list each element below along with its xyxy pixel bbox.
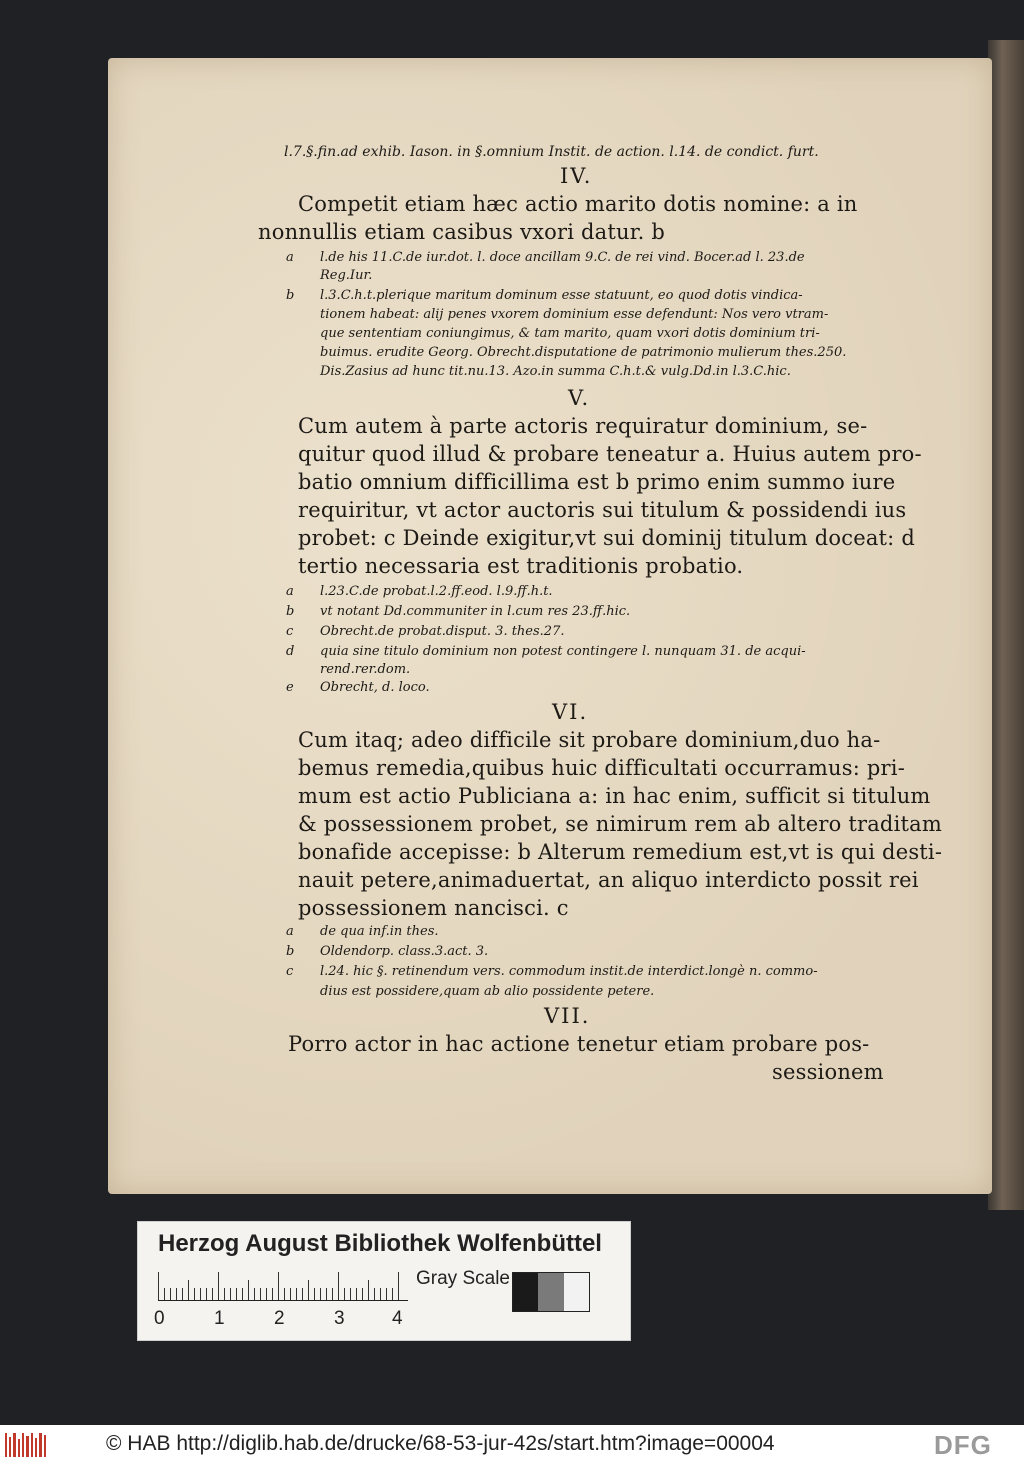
gray-scale-label: Gray Scale: [416, 1268, 510, 1289]
s4-note-2: [286, 268, 372, 283]
s4-note-6: [286, 345, 846, 360]
barcode-logo-icon: [5, 1433, 47, 1457]
note-text: Obrecht.de probat.disput. 3. thes.27.: [320, 624, 565, 639]
ruler-tick: [350, 1288, 351, 1300]
ruler-tick: [182, 1288, 183, 1300]
ruler-tick: [296, 1288, 297, 1300]
book-spine: [988, 40, 1024, 1210]
note-mark: c: [286, 624, 294, 639]
s5-note-5: [286, 662, 410, 677]
ruler-tick: [356, 1288, 357, 1300]
ruler-tick: [218, 1272, 219, 1300]
ruler-tick: [158, 1272, 159, 1300]
note-text: buimus. erudite Georg. Obrecht.disputatione de patrimonio mulierum thes.250.: [320, 345, 847, 360]
ruler-tick: [368, 1280, 369, 1300]
s7-line-1: Porro actor in hac actione tenetur etiam probare pos-: [288, 1032, 870, 1056]
ruler-tick: [344, 1288, 345, 1300]
ruler-tick: [188, 1280, 189, 1300]
note-mark: d: [286, 644, 295, 659]
note-text: Reg.Iur.: [320, 268, 373, 283]
note-mark: b: [286, 944, 295, 959]
gray-swatch-black: [513, 1273, 538, 1311]
ruler-tick: [266, 1288, 267, 1300]
s6-note-4: [286, 984, 654, 999]
note-mark: b: [286, 604, 295, 619]
s5-line-6: tertio necessaria est traditionis probatio.: [298, 554, 744, 578]
ruler-tick: [272, 1288, 273, 1300]
s5-line-3: batio omnium difficillima est b primo enim summo iure: [298, 470, 896, 494]
ruler-tick: [308, 1280, 309, 1300]
ruler-tick: [176, 1288, 177, 1300]
dfg-logo: DFG: [934, 1430, 992, 1460]
ruler-number: 0: [154, 1308, 165, 1329]
ruler-tick: [230, 1288, 231, 1300]
note-text: rend.rer.dom.: [320, 662, 411, 677]
ruler-tick: [164, 1288, 165, 1300]
gray-scale-swatch: [512, 1272, 590, 1312]
ruler-tick: [224, 1288, 225, 1300]
ruler-tick: [278, 1272, 279, 1300]
section-numeral-iv: IV.: [560, 164, 593, 188]
note-text: quia sine titulo dominium non potest contingere l. nunquam 31. de acqui-: [320, 644, 806, 659]
s5-note-4: [286, 644, 806, 659]
ruler-tick: [374, 1288, 375, 1300]
note-text: vt notant Dd.communiter in l.cum res 23.ff.hic.: [320, 604, 631, 619]
s6-line-1: Cum itaq; adeo difficile sit probare dominium,duo ha-: [298, 728, 881, 752]
ruler-tick: [314, 1288, 315, 1300]
s4-note-4: [286, 307, 828, 322]
ruler-number: 2: [274, 1308, 285, 1329]
note-mark: e: [286, 680, 294, 695]
library-name: Herzog August Bibliothek Wolfenbüttel: [158, 1230, 602, 1257]
ruler-number: 1: [214, 1308, 225, 1329]
note-text: l.23.C.de probat.l.2.ff.eod. l.9.ff.h.t.: [320, 584, 553, 599]
note-mark: a: [286, 924, 294, 939]
note-text: Oldendorp. class.3.act. 3.: [320, 944, 489, 959]
library-color-card: [137, 1221, 631, 1341]
ruler-number: 4: [392, 1308, 403, 1329]
s4-note-5: [286, 326, 820, 341]
copyright-url[interactable]: © HAB http://diglib.hab.de/drucke/68-53-jur-42s/start.htm?image=00004: [106, 1432, 775, 1455]
section-numeral-vii: VII.: [544, 1004, 591, 1028]
section-numeral-v: V.: [568, 386, 591, 410]
s4-note-3: [286, 288, 803, 303]
ruler-tick: [362, 1288, 363, 1300]
ruler-tick: [254, 1288, 255, 1300]
s6-line-5: bonafide accepisse: b Alterum remedium est,vt is qui desti-: [298, 840, 943, 864]
note-text: de qua inf.in thes.: [320, 924, 439, 939]
note-text: l.3.C.h.t.plerique maritum dominum esse statuunt, eo quod dotis vindica-: [320, 288, 803, 303]
note-mark: a: [286, 584, 294, 599]
s6-line-4: & possessionem probet, se nimirum rem ab altero traditam: [298, 812, 942, 836]
ruler-tick: [290, 1288, 291, 1300]
note-text: que sententiam coniungimus, & tam marito, quam vxori dotis dominium tri-: [320, 326, 820, 341]
s6-note-3: [286, 964, 818, 979]
s6-line-6: nauit petere,animaduertat, an aliquo interdicto possit rei: [298, 868, 919, 892]
s4-note-7: [286, 364, 791, 379]
note-text: Obrecht, d. loco.: [320, 680, 430, 695]
ruler-tick: [326, 1288, 327, 1300]
ruler-number: 3: [334, 1308, 345, 1329]
ruler-tick: [212, 1288, 213, 1300]
ruler-tick: [242, 1288, 243, 1300]
note-text: l.24. hic §. retinendum vers. commodum instit.de interdict.longè n. commo-: [320, 964, 818, 979]
ruler-tick: [200, 1288, 201, 1300]
ruler-tick: [386, 1288, 387, 1300]
note-mark: a: [286, 250, 294, 265]
s5-line-2: quitur quod illud & probare teneatur a. Huius autem pro-: [298, 442, 922, 466]
s4-line-1: Competit etiam hæc actio marito dotis nomine: a in: [298, 192, 858, 216]
ruler-tick: [398, 1272, 399, 1300]
gray-swatch-white: [564, 1273, 589, 1311]
s5-note-2: [286, 604, 630, 619]
measurement-ruler: [158, 1272, 408, 1301]
note-text: tionem habeat: alij penes vxorem dominium esse defendunt: Nos vero vtram-: [320, 307, 829, 322]
note-text: l.de his 11.C.de iur.dot. l. doce ancillam 9.C. de rei vind. Bocer.ad l. 23.de: [320, 250, 805, 265]
s6-line-7: possessionem nancisci. c: [298, 896, 569, 920]
ruler-tick: [206, 1288, 207, 1300]
ruler-tick: [302, 1288, 303, 1300]
running-line: l.7.§.fin.ad exhib. Iason. in §.omnium Instit. de action. l.14. de condict. furt.: [284, 144, 819, 160]
note-mark: b: [286, 288, 295, 303]
s5-line-4: requiritur, vt actor auctoris sui titulum & possidendi ius: [298, 498, 907, 522]
s4-note-1: [286, 250, 805, 265]
s5-line-5: probet: c Deinde exigitur,vt sui dominij titulum doceat: d: [298, 526, 915, 550]
book-page: [108, 58, 992, 1194]
ruler-tick: [260, 1288, 261, 1300]
ruler-tick: [236, 1288, 237, 1300]
s5-note-3: [286, 624, 564, 639]
ruler-tick: [320, 1288, 321, 1300]
catchword: sessionem: [772, 1060, 884, 1084]
ruler-tick: [194, 1288, 195, 1300]
ruler-tick: [338, 1272, 339, 1300]
ruler-tick: [284, 1288, 285, 1300]
s6-line-3: mum est actio Publiciana a: in hac enim, sufficit si titulum: [298, 784, 931, 808]
ruler-tick: [380, 1288, 381, 1300]
s4-line-2: nonnullis etiam casibus vxori datur. b: [258, 220, 666, 244]
footer-bar: [0, 1425, 1024, 1465]
ruler-tick: [332, 1288, 333, 1300]
ruler-tick: [248, 1280, 249, 1300]
s6-note-2: [286, 944, 488, 959]
s6-note-1: [286, 924, 439, 939]
note-text: dius est possidere,quam ab alio possidente petere.: [320, 984, 655, 999]
page-content: [108, 58, 992, 1194]
gray-swatch-mid: [538, 1273, 563, 1311]
note-text: Dis.Zasius ad hunc tit.nu.13. Azo.in summa C.h.t.& vulg.Dd.in l.3.C.hic.: [320, 364, 791, 379]
note-mark: c: [286, 964, 294, 979]
s5-note-1: [286, 584, 553, 599]
ruler-tick: [170, 1288, 171, 1300]
s5-line-1: Cum autem à parte actoris requiratur dominium, se-: [298, 414, 868, 438]
s6-line-2: bemus remedia,quibus huic difficultati occurramus: pri-: [298, 756, 905, 780]
s5-note-6: [286, 680, 430, 695]
section-numeral-vi: VI.: [552, 700, 589, 724]
ruler-tick: [392, 1288, 393, 1300]
